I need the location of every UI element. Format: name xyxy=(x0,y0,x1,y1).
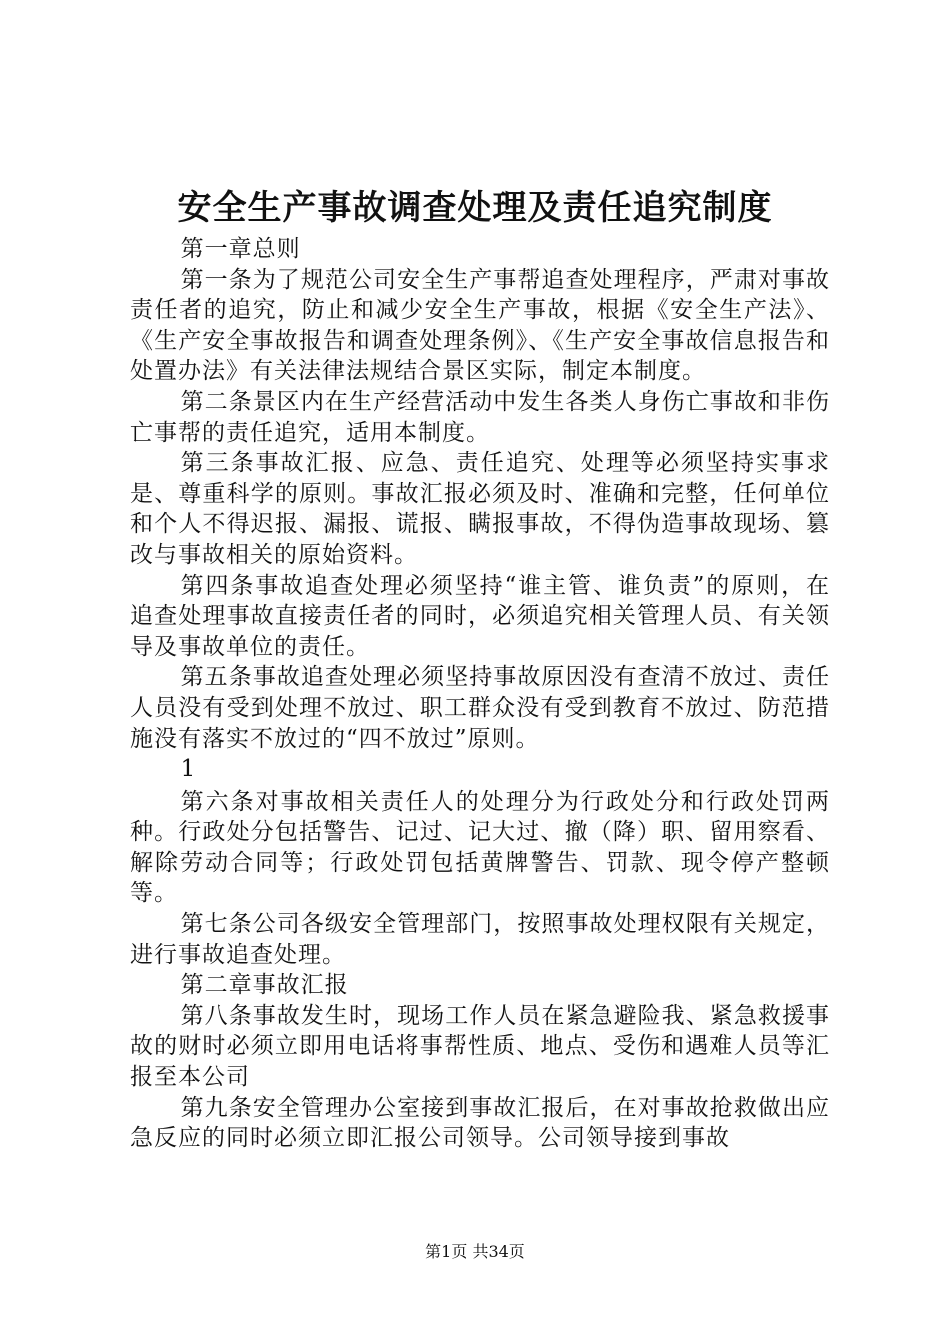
page-footer: 第1页 共34页 xyxy=(425,1242,525,1261)
article-7: 第七条公司各级安全管理部门，按照事故处理权限有关规定，进行事故追查处理。 xyxy=(130,911,830,968)
inline-page-number: 1 xyxy=(180,756,197,783)
article-4: 第四条事故追查处理必须坚持“谁主管、谁负责”的原则，在追查处理事故直接责任者的同时，必须追究相关管理人员、有关领导及事故单位的责任。 xyxy=(130,572,830,660)
chapter-heading-2: 第二章事故汇报 xyxy=(180,972,349,999)
article-8: 第八条事故发生时，现场工作人员在紧急避险我、紧急救援事故的财时必须立即用电话将事帮性质、地点、受伤和遇难人员等汇报至本公司 xyxy=(130,1002,830,1091)
document-title: 安全生产事故调查处理及责任追究制度 xyxy=(177,188,773,228)
document-body xyxy=(130,234,830,1154)
article-2: 第二条景区内在生产经营活动中发生各类人身伤亡事故和非伤亡事帮的责任追究，适用本制度。 xyxy=(130,388,830,446)
article-5: 第五条事故追查处理必须坚持事故原因没有查清不放过、责任人员没有受到处理不放过、职工群众没有受到教育不放过、防范措施没有落实不放过的“四不放过”原则。 xyxy=(130,664,830,752)
article-1: 第一条为了规范公司安全生产事帮追查处理程序，严肃对事故责任者的追究，防止和减少安全生产事故，根据《安全生产法》、《生产安全事故报告和调查处理条例》、《生产安全事故信息报告和处置办法》有关法律法规结合景区实际，制定本制度。 xyxy=(130,266,830,385)
article-6: 第六条对事故相关责任人的处理分为行政处分和行政处罚两种。行政处分包括警告、记过、记大过、撤（降）职、留用察看、解除劳动合同等；行政处罚包括黄牌警告、罚款、现令停产整顿等。 xyxy=(130,788,830,907)
article-9: 第九条安全管理办公室接到事故汇报后，在对事故抢救做出应急反应的同时必须立即汇报公司领导。公司领导接到事故 xyxy=(130,1094,830,1152)
chapter-heading-1: 第一章总则 xyxy=(180,236,301,262)
article-3: 第三条事故汇报、应急、责任追究、处理等必须坚持实事求是、尊重科学的原则。事故汇报必须及时、准确和完整，任何单位和个人不得迟报、漏报、谎报、瞒报事故，不得伪造事故现场、篡改与事故相关的原始资料。 xyxy=(130,450,830,568)
